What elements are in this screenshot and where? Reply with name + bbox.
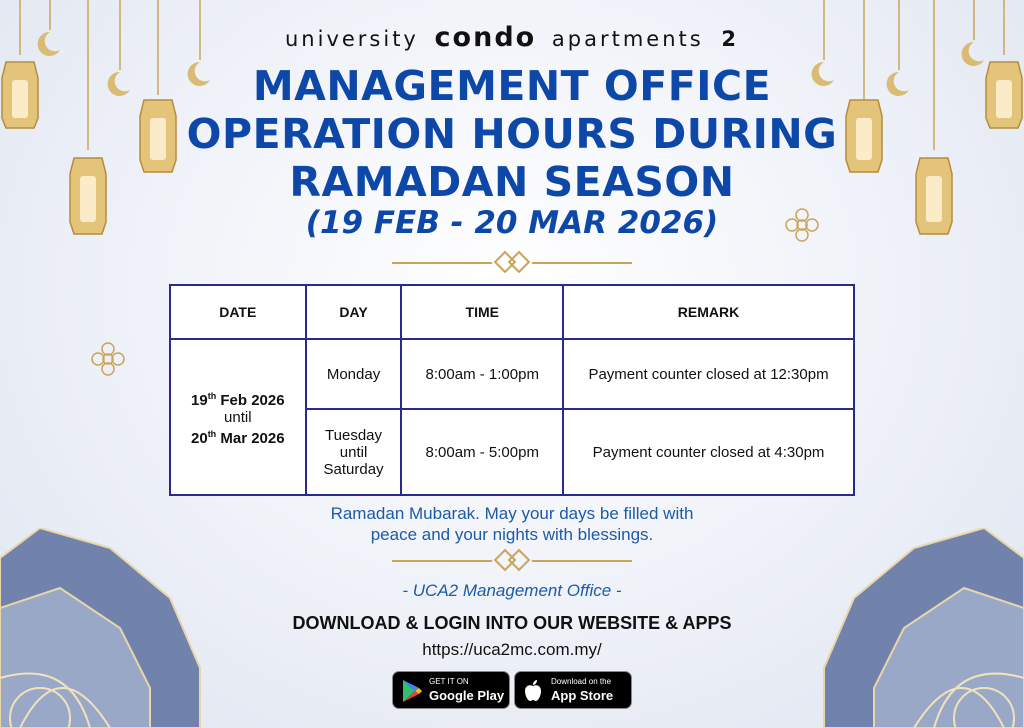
header-day: DAY [306, 285, 402, 339]
app-store-button[interactable] [514, 671, 632, 709]
title-line-1: MANAGEMENT OFFICE [252, 62, 772, 110]
day-line-3: Saturday [323, 460, 384, 478]
google-play-small-label: GET IT ON [429, 677, 469, 686]
start-month-year: Feb 2026 [216, 391, 285, 409]
brand-number: 2 [721, 27, 739, 51]
day-cell: Monday [306, 339, 402, 409]
time-cell: 8:00am - 1:00pm [401, 339, 563, 409]
download-heading: DOWNLOAD & LOGIN INTO OUR WEBSITE & APPS [292, 613, 732, 633]
day-line-1: Tuesday [325, 426, 383, 444]
greeting-line-1: Ramadan Mubarak. May your days be filled with [330, 504, 694, 523]
website-link[interactable]: https://uca2mc.com.my/ [422, 640, 602, 659]
start-suffix: th [207, 390, 217, 401]
brand-logo [0, 22, 1024, 53]
greeting-line-2: peace and your nights with blessings. [370, 525, 654, 544]
google-play-icon [401, 679, 423, 703]
page-title [0, 62, 1024, 206]
remark-cell: Payment counter closed at 4:30pm [563, 409, 854, 495]
brand-name: condo [434, 22, 537, 53]
schedule-table [169, 284, 855, 496]
title-line-2: OPERATION HOURS DURING [186, 110, 838, 158]
divider-ornament-icon [392, 548, 632, 574]
table-row [170, 339, 854, 409]
start-day: 19 [191, 391, 208, 409]
brand-prefix: university [284, 27, 419, 51]
remark-cell: Payment counter closed at 12:30pm [563, 339, 854, 409]
end-day: 20 [191, 429, 208, 447]
divider-ornament-icon [392, 250, 632, 276]
until-label: until [224, 408, 252, 426]
date-range-cell [170, 339, 306, 495]
greeting-message [0, 503, 1024, 545]
app-store-label: App Store [551, 688, 614, 703]
app-store-small-label: Download on the [551, 677, 612, 686]
end-suffix: th [207, 428, 217, 439]
day-cell [306, 409, 402, 495]
date-range: (19 FEB - 20 MAR 2026) [305, 205, 719, 241]
apple-icon [523, 679, 543, 703]
time-cell: 8:00am - 5:00pm [401, 409, 563, 495]
flower-ornament-icon [89, 340, 127, 378]
google-play-button[interactable] [392, 671, 510, 709]
title-line-3: RAMADAN SEASON [289, 158, 735, 206]
end-month-year: Mar 2026 [216, 429, 285, 447]
header-date: DATE [170, 285, 306, 339]
day-line-2: until [339, 443, 368, 461]
google-play-label: Google Play [429, 688, 505, 703]
table-header-row [170, 285, 854, 339]
brand-suffix: apartments [551, 27, 704, 51]
header-time: TIME [401, 285, 563, 339]
header-remark: REMARK [563, 285, 854, 339]
signoff: - UCA2 Management Office - [402, 581, 622, 600]
